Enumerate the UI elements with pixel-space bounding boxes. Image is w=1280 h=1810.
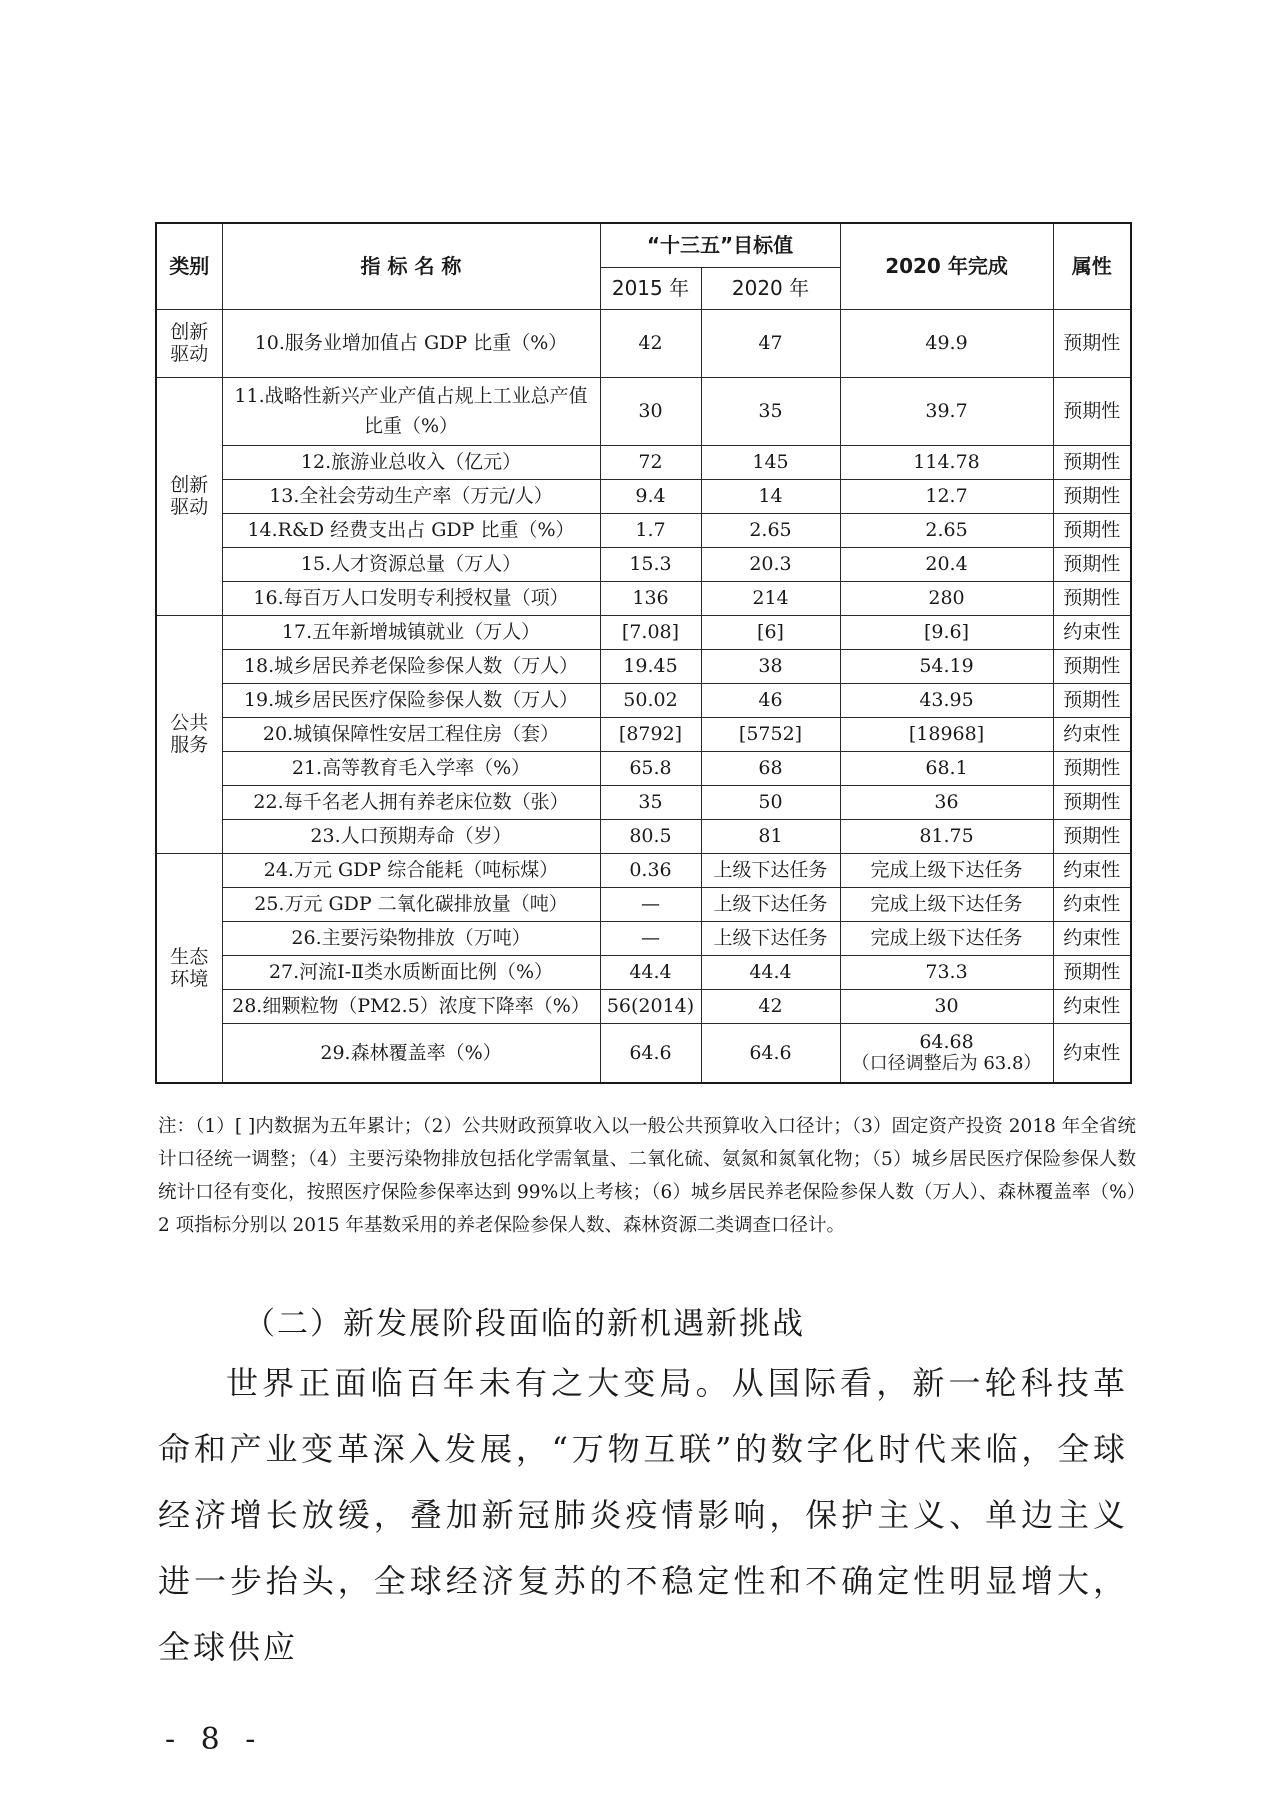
value-completed: 12.7 <box>840 479 1053 513</box>
indicator-name: 15.人才资源总量（万人） <box>222 547 600 581</box>
header-category: 类别 <box>156 223 222 309</box>
indicator-name: 13.全社会劳动生产率（万元/人） <box>222 479 600 513</box>
section-heading: （二）新发展阶段面临的新机遇新挑战 <box>244 1306 805 1342</box>
value-2015: 0.36 <box>600 853 701 887</box>
header-2015: 2015 年 <box>600 267 701 309</box>
value-2015: 136 <box>600 581 701 615</box>
value-2020: 50 <box>701 785 840 819</box>
table-row <box>156 615 1131 649</box>
value-2020: 42 <box>701 989 840 1023</box>
table-row <box>156 479 1131 513</box>
indicator-name: 10.服务业增加值占 GDP 比重（%） <box>222 309 600 377</box>
value-2015: 42 <box>600 309 701 377</box>
value-2015: 72 <box>600 445 701 479</box>
table-row <box>156 309 1131 377</box>
table-row <box>156 581 1131 615</box>
table-row <box>156 717 1131 751</box>
table-row <box>156 751 1131 785</box>
indicator-name: 12.旅游业总收入（亿元） <box>222 445 600 479</box>
attribute-cell: 约束性 <box>1053 1023 1131 1083</box>
value-2020: [5752] <box>701 717 840 751</box>
header-completed: 2020 年完成 <box>840 223 1053 309</box>
table-notes: 注：（1）[ ]内数据为五年累计；（2）公共财政预算收入以一般公共预算收入口径计；（3）固定资产投资 2018 年全省统计口径统一调整；（4）主要污染物排放包括化学需氧量、二氧化硫、氨氮和氮氧化物；（5）城乡居民医疗保险参保人数统计口径有变化，按照医疗保险参保率达到 99%以上考核；（6）城乡居民养老保险参保人数（万人）、森林覆盖率（%）2 项指标分别以 2015 年基数采用的养老保险参保人数、森林资源二类调查口径计。 <box>158 1116 1136 1236</box>
body-paragraph: 世界正面临百年未有之大变局。从国际看，新一轮科技革命和产业变革深入发展，“万物互联”的数字化时代来临，全球经济增长放缓，叠加新冠肺炎疫情影响，保护主义、单边主义进一步抬头，全球经济复苏的不稳定性和不确定性明显增大，全球供应 <box>158 1364 1128 1666</box>
value-completed <box>840 1023 1053 1083</box>
attribute-cell: 约束性 <box>1053 615 1131 649</box>
attribute-cell: 约束性 <box>1053 989 1131 1023</box>
value-2020: 81 <box>701 819 840 853</box>
attribute-cell: 约束性 <box>1053 717 1131 751</box>
table-row <box>156 785 1131 819</box>
value-2015: — <box>600 921 701 955</box>
value-2020: 上级下达任务 <box>701 921 840 955</box>
category-cell: 生态环境 <box>156 853 222 1083</box>
value-completed: 73.3 <box>840 955 1053 989</box>
attribute-cell: 预期性 <box>1053 751 1131 785</box>
table-row <box>156 445 1131 479</box>
value-2015: 35 <box>600 785 701 819</box>
indicator-table <box>155 222 1132 1084</box>
value-2020: 46 <box>701 683 840 717</box>
indicator-name: 29.森林覆盖率（%） <box>222 1023 600 1083</box>
table-row <box>156 921 1131 955</box>
header-target-group: “十三五”目标值 <box>600 223 840 267</box>
value-2015: — <box>600 887 701 921</box>
table-row <box>156 853 1131 887</box>
indicator-name: 20.城镇保障性安居工程住房（套） <box>222 717 600 751</box>
table-row <box>156 819 1131 853</box>
header-indicator: 指 标 名 称 <box>222 223 600 309</box>
value-2020: 38 <box>701 649 840 683</box>
attribute-cell: 约束性 <box>1053 921 1131 955</box>
value-completed: 280 <box>840 581 1053 615</box>
value-2020: 14 <box>701 479 840 513</box>
value-completed: 54.19 <box>840 649 1053 683</box>
value-completed: 30 <box>840 989 1053 1023</box>
value-completed: 43.95 <box>840 683 1053 717</box>
value-2015: 15.3 <box>600 547 701 581</box>
value-2015: 9.4 <box>600 479 701 513</box>
indicator-name: 16.每百万人口发明专利授权量（项） <box>222 581 600 615</box>
table-row <box>156 649 1131 683</box>
value-2020: 35 <box>701 377 840 445</box>
value-completed: 2.65 <box>840 513 1053 547</box>
attribute-cell: 预期性 <box>1053 649 1131 683</box>
indicator-name: 25.万元 GDP 二氧化碳排放量（吨） <box>222 887 600 921</box>
attribute-cell: 预期性 <box>1053 785 1131 819</box>
attribute-cell: 预期性 <box>1053 513 1131 547</box>
value-2020: 20.3 <box>701 547 840 581</box>
value-completed: 36 <box>840 785 1053 819</box>
indicator-name: 24.万元 GDP 综合能耗（吨标煤） <box>222 853 600 887</box>
value-completed: [18968] <box>840 717 1053 751</box>
value-2020: 上级下达任务 <box>701 887 840 921</box>
table-row <box>156 547 1131 581</box>
value-2015: 44.4 <box>600 955 701 989</box>
value-2020: 47 <box>701 309 840 377</box>
value-completed: 68.1 <box>840 751 1053 785</box>
value-2015: 19.45 <box>600 649 701 683</box>
attribute-cell: 预期性 <box>1053 377 1131 445</box>
attribute-cell: 预期性 <box>1053 309 1131 377</box>
value-2015: 80.5 <box>600 819 701 853</box>
value-completed: 81.75 <box>840 819 1053 853</box>
category-cell: 创新驱动 <box>156 377 222 615</box>
value-2015: 65.8 <box>600 751 701 785</box>
category-cell: 公共服务 <box>156 615 222 853</box>
value-2015: 50.02 <box>600 683 701 717</box>
value-completed: 完成上级下达任务 <box>840 887 1053 921</box>
value-completed: 完成上级下达任务 <box>840 921 1053 955</box>
indicator-name: 21.高等教育毛入学率（%） <box>222 751 600 785</box>
value-2015: 64.6 <box>600 1023 701 1083</box>
table-row <box>156 683 1131 717</box>
indicator-name: 18.城乡居民养老保险参保人数（万人） <box>222 649 600 683</box>
completed-note: （口径调整后为 63.8） <box>851 1052 1042 1074</box>
value-2020: 214 <box>701 581 840 615</box>
value-2020: 2.65 <box>701 513 840 547</box>
value-2020: 64.6 <box>701 1023 840 1083</box>
value-2015: 1.7 <box>600 513 701 547</box>
value-2015: 30 <box>600 377 701 445</box>
indicator-name: 19.城乡居民医疗保险参保人数（万人） <box>222 683 600 717</box>
value-2020: 44.4 <box>701 955 840 989</box>
value-2020: 上级下达任务 <box>701 853 840 887</box>
header-2020: 2020 年 <box>701 267 840 309</box>
indicator-name: 14.R&D 经费支出占 GDP 比重（%） <box>222 513 600 547</box>
attribute-cell: 预期性 <box>1053 683 1131 717</box>
attribute-cell: 预期性 <box>1053 955 1131 989</box>
value-completed: 49.9 <box>840 309 1053 377</box>
table-row <box>156 1023 1131 1083</box>
completed-value: 64.68 <box>919 1030 974 1053</box>
indicator-name: 26.主要污染物排放（万吨） <box>222 921 600 955</box>
attribute-cell: 约束性 <box>1053 887 1131 921</box>
table-row <box>156 955 1131 989</box>
attribute-cell: 预期性 <box>1053 819 1131 853</box>
value-2015: [8792] <box>600 717 701 751</box>
value-2020: 145 <box>701 445 840 479</box>
attribute-cell: 约束性 <box>1053 853 1131 887</box>
value-completed: 39.7 <box>840 377 1053 445</box>
attribute-cell: 预期性 <box>1053 581 1131 615</box>
indicator-name: 28.细颗粒物（PM2.5）浓度下降率（%） <box>222 989 600 1023</box>
value-2020: 68 <box>701 751 840 785</box>
table-row <box>156 377 1131 445</box>
indicator-name: 17.五年新增城镇就业（万人） <box>222 615 600 649</box>
attribute-cell: 预期性 <box>1053 547 1131 581</box>
value-completed: [9.6] <box>840 615 1053 649</box>
table-row <box>156 887 1131 921</box>
page-number: - 8 - <box>165 1722 264 1757</box>
table-row <box>156 989 1131 1023</box>
value-completed: 114.78 <box>840 445 1053 479</box>
indicator-name: 23.人口预期寿命（岁） <box>222 819 600 853</box>
attribute-cell: 预期性 <box>1053 445 1131 479</box>
indicator-name: 11.战略性新兴产业产值占规上工业总产值比重（%） <box>222 377 600 445</box>
value-completed: 完成上级下达任务 <box>840 853 1053 887</box>
category-cell: 创新驱动 <box>156 309 222 377</box>
indicator-name: 22.每千名老人拥有养老床位数（张） <box>222 785 600 819</box>
value-completed: 20.4 <box>840 547 1053 581</box>
value-2020: [6] <box>701 615 840 649</box>
value-2015: 56(2014) <box>600 989 701 1023</box>
table-row <box>156 513 1131 547</box>
header-attribute: 属性 <box>1053 223 1131 309</box>
indicator-name: 27.河流Ⅰ-Ⅱ类水质断面比例（%） <box>222 955 600 989</box>
attribute-cell: 预期性 <box>1053 479 1131 513</box>
value-2015: [7.08] <box>600 615 701 649</box>
